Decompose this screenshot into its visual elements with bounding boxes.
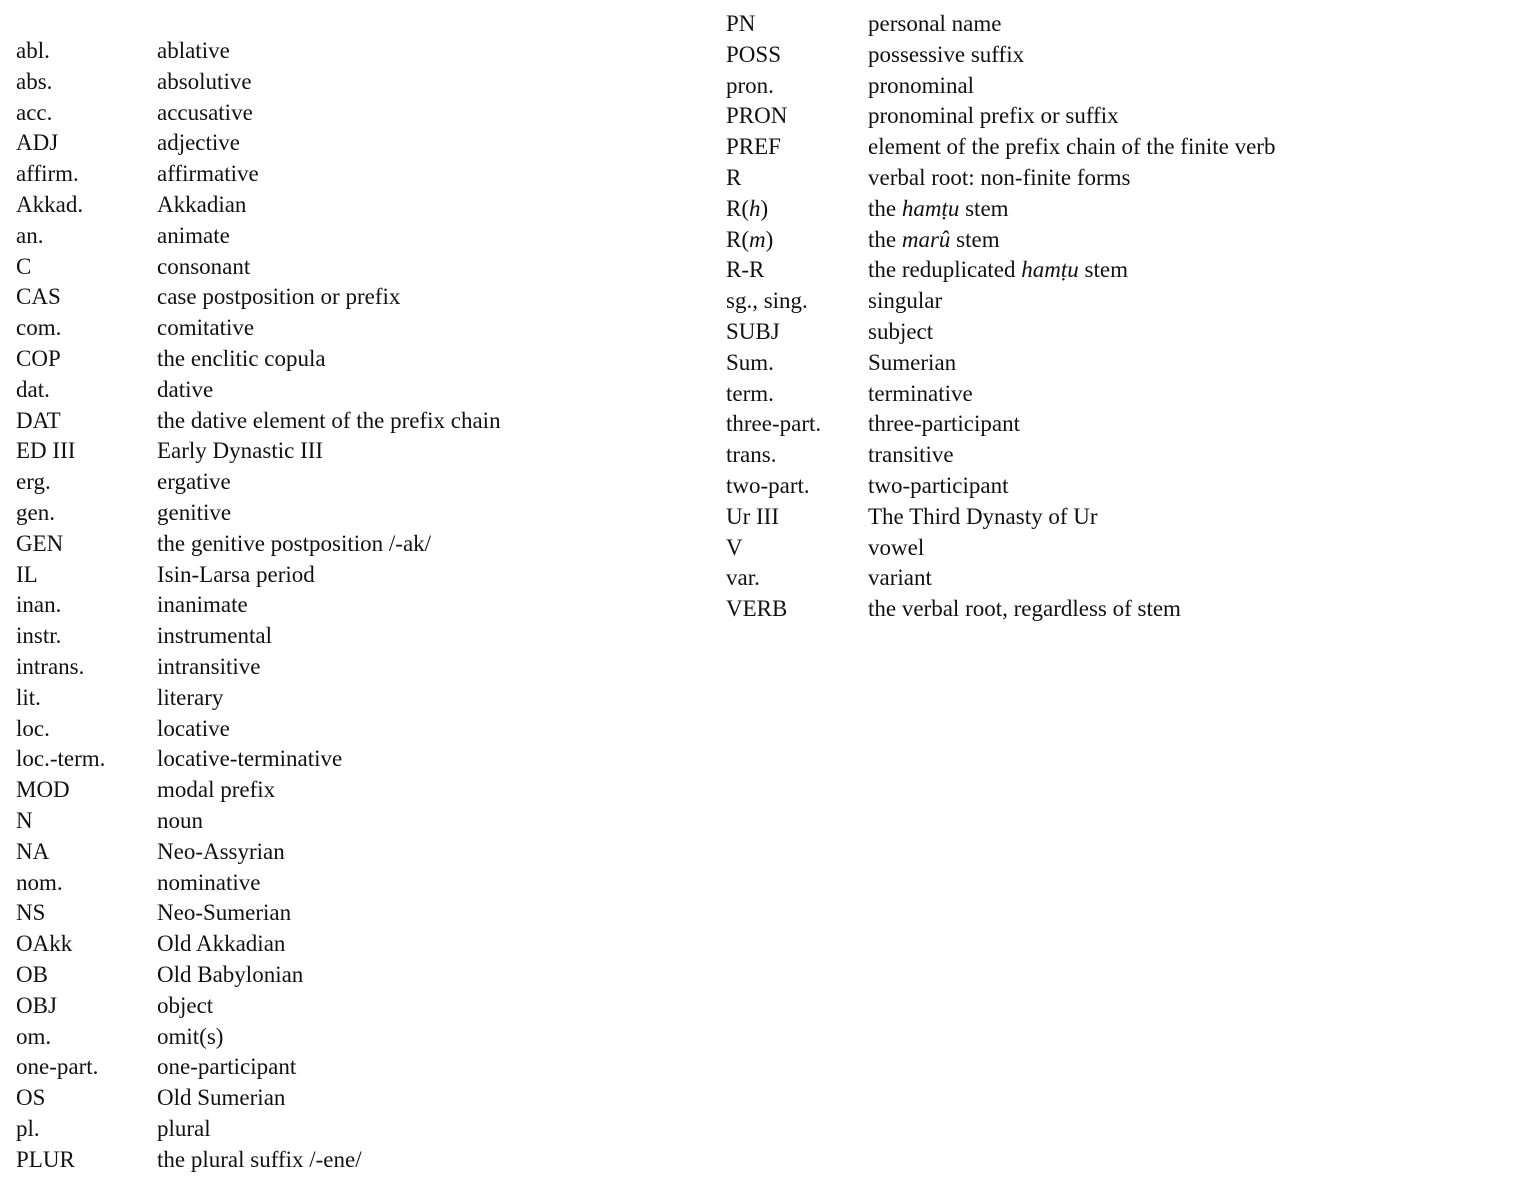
abbreviation: loc.-term. <box>16 746 106 772</box>
definition: Neo-Sumerian <box>157 900 292 926</box>
abbreviation: V <box>726 534 743 560</box>
definition: vowel <box>868 534 925 560</box>
abbreviation: Sum. <box>726 349 774 375</box>
abbreviation: affirm. <box>16 161 79 187</box>
definition: animate <box>157 222 230 248</box>
definition: adjective <box>157 130 241 156</box>
list-item <box>16 282 656 313</box>
list-item <box>16 991 656 1022</box>
abbreviation: PRON <box>726 103 788 129</box>
list-item <box>16 375 656 406</box>
list-item <box>16 67 656 98</box>
abbreviation: three-part. <box>726 411 822 437</box>
definition: accusative <box>157 99 253 125</box>
abbreviation: gen. <box>16 499 55 525</box>
abbreviation: abs. <box>16 68 53 94</box>
list-item <box>16 929 656 960</box>
abbreviation: PLUR <box>16 1146 75 1172</box>
abbreviation: PREF <box>726 134 781 160</box>
list-item <box>726 255 1506 286</box>
definition: Early Dynastic III <box>157 438 324 464</box>
definition: locative <box>157 715 230 741</box>
abbreviation: OB <box>16 961 48 987</box>
list-item <box>16 98 656 129</box>
abbreviation: C <box>16 253 32 279</box>
abbreviation: IL <box>16 561 38 587</box>
abbreviation: OAkk <box>16 931 73 957</box>
abbreviation: GEN <box>16 530 64 556</box>
abbreviation: intrans. <box>16 653 85 679</box>
definition: literary <box>157 684 224 710</box>
definition: nominative <box>157 869 261 895</box>
list-item <box>726 348 1506 379</box>
definition: absolutive <box>157 68 252 94</box>
definition: terminative <box>868 380 973 406</box>
definition: genitive <box>157 499 232 525</box>
list-item <box>16 498 656 529</box>
definition: one-participant <box>157 1054 297 1080</box>
abbreviation: acc. <box>16 99 53 125</box>
list-item <box>16 714 656 745</box>
definition: verbal root: non-finite forms <box>868 164 1131 190</box>
abbreviation: N <box>16 807 33 833</box>
definition: omit(s) <box>157 1023 224 1049</box>
list-item <box>16 529 656 560</box>
abbreviation: loc. <box>16 715 50 741</box>
abbreviation: R(m) <box>726 226 774 252</box>
definition: consonant <box>157 253 251 279</box>
abbreviation: erg. <box>16 469 51 495</box>
list-item <box>16 744 656 775</box>
list-item <box>16 252 656 283</box>
list-item <box>16 190 656 221</box>
list-item <box>16 590 656 621</box>
abbreviation: an. <box>16 222 44 248</box>
list-item <box>16 1145 656 1176</box>
abbreviation: term. <box>726 380 774 406</box>
list-item <box>16 128 656 159</box>
abbreviation-list-left <box>16 36 656 1175</box>
list-item <box>726 132 1506 163</box>
definition: object <box>157 992 214 1018</box>
definition: Sumerian <box>868 349 957 375</box>
abbreviation: two-part. <box>726 472 810 498</box>
abbreviation: R <box>726 164 742 190</box>
list-item <box>16 652 656 683</box>
abbreviation: dat. <box>16 376 50 402</box>
list-item <box>16 683 656 714</box>
abbreviation: COP <box>16 345 61 371</box>
definition: ergative <box>157 469 231 495</box>
list-item <box>726 71 1506 102</box>
abbreviation: CAS <box>16 284 61 310</box>
abbreviation: R-R <box>726 257 765 283</box>
list-item <box>16 621 656 652</box>
list-item <box>726 594 1506 625</box>
definition: the enclitic copula <box>157 345 326 371</box>
abbreviation-list-right <box>726 9 1506 625</box>
list-item <box>16 868 656 899</box>
abbreviation: R(h) <box>726 195 769 221</box>
definition: Akkadian <box>157 191 247 217</box>
list-item <box>16 560 656 591</box>
list-item <box>16 1052 656 1083</box>
definition: instrumental <box>157 623 272 649</box>
definition: Old Babylonian <box>157 961 304 987</box>
list-item <box>726 471 1506 502</box>
definition: noun <box>157 807 203 833</box>
abbreviation: NA <box>16 838 50 864</box>
definition: two-participant <box>868 472 1009 498</box>
abbreviation: inan. <box>16 592 62 618</box>
definition: three-participant <box>868 411 1020 437</box>
list-item <box>726 9 1506 40</box>
definition: the hamṭu stem <box>868 195 1009 221</box>
abbreviation: Akkad. <box>16 191 84 217</box>
abbreviation: pron. <box>726 72 774 98</box>
list-item <box>16 313 656 344</box>
abbreviation: abl. <box>16 38 50 63</box>
list-item <box>726 225 1506 256</box>
definition: Old Akkadian <box>157 931 286 957</box>
abbreviation: com. <box>16 315 62 341</box>
definition: dative <box>157 376 214 402</box>
abbreviation: nom. <box>16 869 63 895</box>
definition: personal name <box>868 11 1002 36</box>
definition: Neo-Assyrian <box>157 838 285 864</box>
list-item <box>726 502 1506 533</box>
list-item <box>726 163 1506 194</box>
list-item <box>726 440 1506 471</box>
abbreviation: VERB <box>726 596 788 622</box>
definition: transitive <box>868 442 954 468</box>
definition: inanimate <box>157 592 248 618</box>
abbreviation: SUBJ <box>726 318 780 344</box>
list-item <box>16 775 656 806</box>
abbreviation: PN <box>726 11 756 36</box>
abbreviation: NS <box>16 900 46 926</box>
definition: locative-terminative <box>157 746 343 772</box>
abbreviation: om. <box>16 1023 52 1049</box>
abbreviation: OS <box>16 1085 46 1111</box>
abbreviation: ADJ <box>16 130 59 156</box>
list-item <box>726 194 1506 225</box>
definition: ablative <box>157 38 230 63</box>
definition: the genitive postposition /-ak/ <box>157 530 432 556</box>
list-item <box>16 467 656 498</box>
list-item <box>726 409 1506 440</box>
list-item <box>726 101 1506 132</box>
list-item <box>726 40 1506 71</box>
abbreviation: ED III <box>16 438 76 464</box>
list-item <box>726 563 1506 594</box>
definition: plural <box>157 1115 211 1141</box>
list-item <box>726 317 1506 348</box>
list-item <box>16 898 656 929</box>
definition: The Third Dynasty of Ur <box>868 503 1098 529</box>
list-item <box>16 1083 656 1114</box>
abbreviation: var. <box>726 565 760 591</box>
definition: the reduplicated hamṭu stem <box>868 257 1128 283</box>
definition: possessive suffix <box>868 41 1025 67</box>
definition: variant <box>868 565 932 591</box>
list-item <box>726 286 1506 317</box>
definition: case postposition or prefix <box>157 284 401 310</box>
list-item <box>16 960 656 991</box>
list-item <box>726 533 1506 564</box>
definition: Old Sumerian <box>157 1085 286 1111</box>
definition: singular <box>868 288 943 314</box>
definition: intransitive <box>157 653 261 679</box>
abbreviation: pl. <box>16 1115 40 1141</box>
definition: pronominal <box>868 72 975 98</box>
list-item <box>16 344 656 375</box>
definition: comitative <box>157 315 255 341</box>
list-item <box>16 221 656 252</box>
definition: subject <box>868 318 934 344</box>
list-item <box>726 379 1506 410</box>
list-item <box>16 837 656 868</box>
definition: the marû stem <box>868 226 1000 252</box>
abbreviation: one-part. <box>16 1054 99 1080</box>
abbreviation: POSS <box>726 41 781 67</box>
list-item <box>16 436 656 467</box>
abbreviation: Ur III <box>726 503 779 529</box>
list-item <box>16 806 656 837</box>
abbreviation: instr. <box>16 623 62 649</box>
definition: element of the prefix chain of the finite verb <box>868 134 1276 160</box>
list-item <box>16 1114 656 1145</box>
abbreviation: DAT <box>16 407 61 433</box>
definition: the verbal root, regardless of stem <box>868 596 1181 622</box>
definition: affirmative <box>157 161 259 187</box>
abbreviation: MOD <box>16 777 70 803</box>
abbreviation: OBJ <box>16 992 57 1018</box>
definition: the plural suffix /-ene/ <box>157 1146 362 1172</box>
list-item <box>16 406 656 437</box>
definition: the dative element of the prefix chain <box>157 407 501 433</box>
definition: pronominal prefix or suffix <box>868 103 1119 129</box>
abbreviation: lit. <box>16 684 41 710</box>
definition: Isin-Larsa period <box>157 561 315 587</box>
list-item <box>16 159 656 190</box>
list-item <box>16 36 656 67</box>
list-item <box>16 1022 656 1053</box>
abbreviation: trans. <box>726 442 777 468</box>
definition: modal prefix <box>157 777 276 803</box>
abbreviation: sg., sing. <box>726 288 808 314</box>
